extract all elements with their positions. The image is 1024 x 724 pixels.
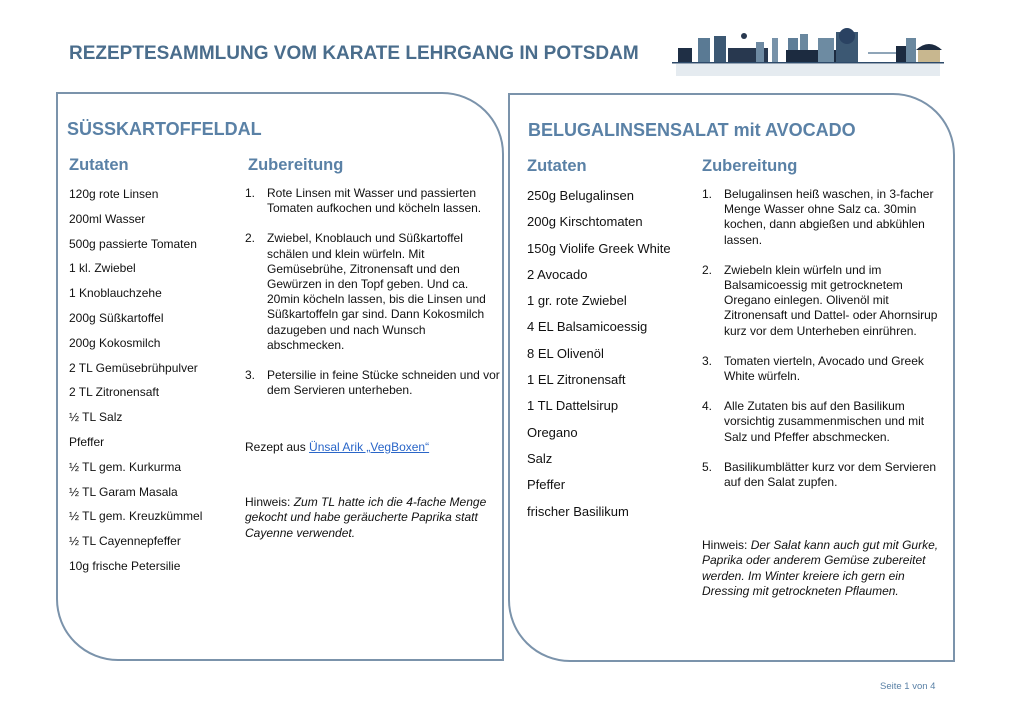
ingredient-item: 200g Kirschtomaten: [527, 214, 643, 230]
potsdam-skyline-illustration: [668, 22, 948, 86]
step-item: [245, 186, 500, 216]
source-link[interactable]: Ünsal Arik „VegBoxen“: [309, 440, 430, 454]
step-text: Zwiebeln klein würfeln und im Balsamicoessig mit getrocknetem Oregano einlegen. Olivenöl mit Zitronensaft und Dattel- oder Ahornsirup kurz vor dem Unterheben einrühren.: [724, 262, 938, 338]
ingredient-item: 1 Knoblauchzehe: [69, 286, 162, 301]
ingredient-item: 2 Avocado: [527, 266, 588, 282]
ingredient-item: Salz: [527, 450, 553, 466]
ingredients-heading: Zutaten: [527, 157, 587, 175]
note-label: Hinweis:: [245, 495, 294, 509]
step-text: Alle Zutaten bis auf den Basilikum vorsichtig zusammenmischen und mit Salz und Pfeffer abschmecken.: [724, 399, 925, 444]
ingredient-item: 500g passierte Tomaten: [69, 236, 197, 251]
step-text: Rote Linsen mit Wasser und passierten Tomaten aufkochen und köcheln lassen.: [267, 186, 482, 216]
ingredient-item: 1 kl. Zwiebel: [69, 261, 136, 276]
ingredient-item: frischer Basilikum: [527, 503, 629, 519]
note-label: Hinweis:: [702, 538, 751, 552]
recipe-note: [245, 495, 490, 541]
ingredient-item: 200g Kokosmilch: [69, 335, 161, 350]
step-item: [702, 460, 947, 490]
ingredient-item: 120g rote Linsen: [69, 187, 159, 201]
step-item: [702, 354, 947, 384]
step-number: 1.: [702, 187, 713, 201]
recipe-note: [702, 538, 942, 600]
step-text: Zwiebel, Knoblauch und Süßkartoffel schälen und klein würfeln. Mit Gemüsebrühe, Zitronensaft und den Gewürzen in den Topf geben. Und ca. 20min köcheln lassen, bis die Linsen und Süßkartoffeln gar sind. Dann Kokosmilch dazugeben und nach Wunsch abschmecken.: [267, 231, 486, 352]
ingredient-item: Oregano: [527, 424, 578, 440]
step-number: 1.: [245, 186, 256, 200]
steps-heading: Zubereitung: [702, 157, 798, 175]
ingredient-item: 1 gr. rote Zwiebel: [527, 293, 627, 309]
step-item: [702, 187, 947, 248]
ingredient-list: [69, 187, 202, 584]
ingredient-item: Pfeffer: [527, 477, 566, 493]
ingredient-item: 150g Violife Greek White: [527, 240, 671, 256]
note-text: Der Salat kann auch gut mit Gurke, Paprika oder anderem Gemüse zubereitet werden. Im Winter kreiere ich gern ein Dressing mit getrockneten Pflaumen.: [702, 538, 939, 599]
note-text: Zum TL hatte ich die 4-fache Menge gekocht und habe geräucherte Paprika statt Cayenne verwendet.: [245, 495, 487, 540]
recipe-card-suesskartoffeldal: [56, 92, 504, 661]
ingredient-item: 2 TL Zitronensaft: [69, 385, 160, 400]
recipe-title: SÜSSKARTOFFELDAL: [67, 119, 262, 139]
ingredient-item: 200ml Wasser: [69, 211, 146, 226]
page-number: Seite 1 von 4: [880, 681, 936, 692]
recipe-source: [245, 440, 429, 454]
recipe-title: BELUGALINSENSALAT mit AVOCADO: [528, 120, 856, 140]
ingredient-item: 200g Süßkartoffel: [69, 310, 164, 325]
step-number: 3.: [245, 368, 256, 383]
ingredient-item: ½ TL gem. Kurkurma: [69, 459, 182, 474]
step-number: 5.: [702, 459, 713, 474]
ingredient-item: 1 EL Zitronensaft: [527, 372, 626, 388]
ingredient-list: [527, 188, 671, 530]
step-list: [702, 187, 947, 505]
ingredient-item: 4 EL Balsamicoessig: [527, 319, 648, 335]
step-text: Tomaten vierteln, Avocado und Greek White würfeln.: [724, 353, 924, 384]
step-text: Belugalinsen heiß waschen, in 3-facher Menge Wasser ohne Salz ca. 30min kochen, dann abgießen und abkühlen lassen.: [724, 187, 934, 247]
ingredient-item: 1 TL Dattelsirup: [527, 398, 619, 414]
ingredient-item: ½ TL Cayennepfeffer: [69, 534, 181, 549]
skyline-reflection: [676, 64, 940, 76]
step-list: [245, 186, 500, 413]
step-number: 2.: [702, 262, 713, 277]
skyline-water-line: [672, 62, 944, 64]
step-item: [245, 231, 500, 353]
step-text: Basilikumblätter kurz vor dem Servieren auf den Salat zupfen.: [724, 459, 937, 490]
ingredient-item: ½ TL gem. Kreuzkümmel: [69, 509, 203, 524]
step-item: [702, 399, 947, 445]
step-item: [702, 263, 947, 339]
ingredient-item: 10g frische Petersilie: [69, 558, 181, 573]
source-prefix: Rezept aus: [245, 440, 310, 454]
ingredient-item: 250g Belugalinsen: [527, 188, 634, 203]
step-number: 2.: [245, 231, 256, 246]
steps-heading: Zubereitung: [248, 156, 344, 174]
step-item: [245, 368, 500, 398]
ingredients-heading: Zutaten: [69, 156, 129, 174]
ingredient-item: 2 TL Gemüsebrühpulver: [69, 360, 198, 375]
step-number: 3.: [702, 353, 713, 368]
skyline-buildings: [678, 28, 942, 62]
step-text: Petersilie in feine Stücke schneiden und vor dem Servieren unterheben.: [267, 368, 500, 398]
ingredient-item: ½ TL Garam Masala: [69, 484, 178, 499]
page-title: REZEPTESAMMLUNG VOM KARATE LEHRGANG IN POTSDAM: [69, 43, 639, 64]
ingredient-item: Pfeffer: [69, 434, 105, 449]
ingredient-item: 8 EL Olivenöl: [527, 345, 604, 361]
recipe-card-belugalinsensalat: [508, 93, 955, 662]
step-number: 4.: [702, 399, 713, 414]
ingredient-item: ½ TL Salz: [69, 410, 123, 425]
